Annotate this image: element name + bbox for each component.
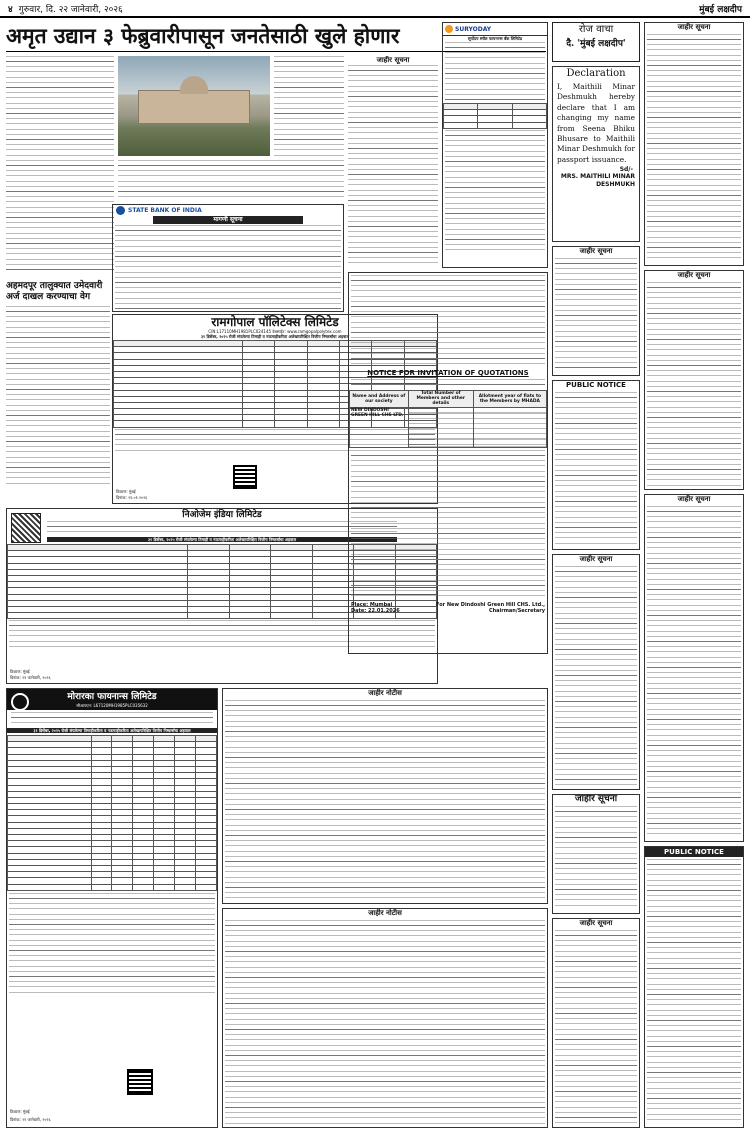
public-notice-2-title: PUBLIC NOTICE — [645, 847, 743, 857]
quotation-date: Date: 22.01.2026 — [351, 607, 400, 614]
table-row — [350, 391, 547, 408]
ramgopal-cin: CIN:L17110MH1981PLC024145 वेबसाईट: www.ramgopalpolytex.com — [208, 329, 342, 334]
jahir-notice-right-4-body — [555, 930, 637, 1124]
morarka-qr-code — [127, 1069, 153, 1095]
jahir-notice-body — [348, 65, 438, 263]
reader-promo-line1: रोज वाचा — [578, 24, 614, 35]
ramgopal-date: दिनांक: २१.०१.२०२६ — [116, 495, 148, 500]
neogem-company-name: निओजेम इंडिया लिमिटेड — [182, 510, 262, 520]
quotation-body — [351, 450, 545, 600]
declaration-title: Declaration — [566, 68, 626, 79]
quotation-allotment-detail — [473, 407, 546, 447]
jahir-notice-far-right-2 — [644, 270, 744, 490]
quotation-notice — [348, 272, 548, 654]
lead-story-text — [6, 56, 114, 274]
ramgopal-place: ठिकाण: मुंबई — [116, 489, 136, 494]
reader-promo-line2: दै. 'मुंबई लक्षदीप' — [566, 39, 626, 49]
suryoday-header — [443, 23, 547, 36]
jahir-notice-right-1-title: जाहीर सूचना — [579, 247, 613, 255]
quotation-signatory: For New Dindoshi Green Hill CHS. Ltd., Chairman/Secretary — [436, 601, 545, 614]
table-row — [350, 407, 547, 447]
morarka-table-title: ३१ डिसेंबर, २०२५ रोजी संपलेल्या तिमाहीकरिता व नऊमाहीकरिता अलेखापरिक्षित वित्तीय निष्कर्षांचा अहवाल — [7, 728, 217, 733]
sbi-demand-notice — [112, 204, 344, 312]
neogem-place: ठिकाण: मुंबई — [10, 669, 30, 674]
morarka-notes — [9, 893, 215, 993]
jahir-notice-right-2 — [552, 554, 640, 790]
public-notice-1-body — [555, 392, 637, 546]
sbi-notice-body — [115, 225, 341, 312]
quotation-place: Place: Mumbai — [351, 601, 393, 608]
public-notice-1 — [552, 380, 640, 550]
jahir-notice-lower — [222, 908, 548, 1128]
public-notice-2 — [644, 846, 744, 1128]
jahir-notice-lower-title: जाहीर नोटीस — [368, 909, 402, 917]
morarka-company-name: मोरारका फायनान्स लिमिटेड — [67, 692, 157, 702]
jahir-notice-far-right-2-body — [647, 282, 741, 486]
page-number: ४ — [8, 4, 13, 15]
jahir-notice-far-right-1 — [644, 22, 744, 266]
building-dome — [180, 76, 208, 94]
morarka-date: दिनांक: २१ जानेवारी, २०२६ — [10, 1117, 51, 1122]
lead-story-continued — [274, 56, 344, 156]
story-photo — [118, 56, 270, 156]
lead-story-bottom — [118, 160, 344, 200]
jahir-notice-top — [348, 56, 438, 268]
quotation-society-name: NEW DINDOSHI GREEN HILL CHS LTD. — [350, 407, 409, 447]
main-headline: अमृत उद्यान ३ फेब्रुवारीपासून जनतेसाठी खुले होणार — [6, 22, 546, 52]
jahir-notice-middle-title: जाहीर नोटीस — [368, 689, 402, 697]
neogem-logo-icon — [11, 513, 41, 543]
jahir-notice-middle-body — [225, 700, 545, 900]
declaration-body: I, Maithili Minar Deshmukh hereby declare that I am changing my name from Seena Bhiku Bhusare to Maithili Minar Deshmukh for passport issuance. — [557, 82, 635, 164]
sbi-bank-name: STATE BANK OF INDIA — [128, 207, 202, 214]
side-story-title: अहमदपूर तालुक्यात उमेदवारी अर्ज दाखल करण्याचा वेग — [6, 281, 103, 302]
jahir-notice-middle — [222, 688, 548, 904]
side-story — [6, 278, 110, 508]
suryoday-possession-notice — [442, 22, 548, 268]
building-shape — [138, 90, 250, 124]
morarka-logo-icon — [11, 693, 29, 711]
neogem-table-title: ३१ डिसेंबर, २०२५ रोजी संपलेल्या तिमाही व नऊमाहीकरिता अलेखापरिक्षित वित्तीय निष्कर्षांचा अहवाल — [47, 537, 397, 542]
jahir-notice-right-4-title: जाहीर सूचना — [579, 919, 613, 927]
suryoday-brand: SURYODAY — [455, 25, 492, 33]
morarka-place: ठिकाण: मुंबई — [10, 1109, 30, 1114]
quotation-top-text — [351, 275, 545, 367]
ramgopal-table-title: ३१ डिसेंबर, २०२५ रोजी संपलेल्या तिमाही व नऊमाहीकरिता अलेखापरिक्षित वित्तीय निष्कर्षांचा अहवाल — [200, 334, 350, 339]
suryoday-logo-icon — [445, 25, 453, 33]
jahir-notice-lower-body — [225, 920, 545, 1124]
ramgopal-company-name: रामगोपाल पॉलिटेक्स लिमिटेड — [211, 315, 339, 329]
suryoday-footer — [445, 130, 545, 250]
quotation-intro — [351, 379, 545, 389]
morarka-address — [11, 712, 213, 726]
morarka-header — [7, 689, 217, 710]
section-name: मुंबई लक्षदीप — [699, 4, 742, 15]
suryoday-title: सूर्योदय स्मॉल फायनान्स बँक लिमिटेड — [467, 36, 523, 41]
jahir-notice-right-2-title: जाहीर सूचना — [579, 555, 613, 563]
jahir-notice-right-1-body — [555, 258, 637, 372]
jahir-notice-far-right-3 — [644, 494, 744, 842]
quotation-footer — [349, 602, 547, 614]
public-notice-2-body — [647, 859, 741, 1123]
quotation-col-society: Name and Address of our society — [350, 391, 409, 408]
suryoday-body — [445, 42, 545, 102]
table-row — [8, 884, 217, 890]
sbi-logo-icon — [116, 206, 125, 215]
quotation-col-allotment: Allotment year of flats to the Members by MHADA — [473, 391, 546, 408]
jahir-notice-far-right-1-body — [647, 34, 741, 262]
reader-promo — [552, 22, 640, 62]
quotation-table — [349, 390, 547, 448]
neogem-address — [47, 521, 397, 535]
quotation-members-detail — [408, 407, 473, 447]
jahir-notice-right-4 — [552, 918, 640, 1128]
suryoday-table — [443, 103, 547, 129]
quotation-col-members: Total Number of Members and other details — [408, 391, 473, 408]
declaration-name: MRS. MAITHILI MINAR DESHMUKH — [560, 173, 635, 189]
side-story-body — [6, 306, 110, 486]
public-notice-1-title: PUBLIC NOTICE — [566, 381, 626, 389]
sbi-notice-title: मागणी सूचना — [153, 216, 303, 224]
quotation-title: NOTICE FOR INVITATION OF QUOTATIONS — [367, 369, 529, 377]
sbi-header — [113, 205, 343, 216]
jahir-notice-far-right-1-title: जाहीर सूचना — [677, 23, 711, 31]
jahir-notice-title: जाहीर सूचना — [376, 56, 410, 64]
neogem-date: दिनांक: २१ जानेवारी, २०२६ — [10, 675, 51, 680]
declaration-sd: Sd/- — [619, 166, 633, 174]
jahir-notice-far-right-2-title: जाहीर सूचना — [677, 271, 711, 279]
page-header — [0, 0, 750, 18]
table-row — [444, 122, 547, 128]
jahir-notice-right-3 — [552, 794, 640, 914]
jahir-notice-right-2-body — [555, 566, 637, 786]
jahir-notice-right-3-body — [555, 806, 637, 910]
ramgopal-qr-code — [233, 465, 257, 489]
page-date: गुरुवार, दि. २२ जानेवारी, २०२६ — [18, 4, 123, 15]
morarka-results — [6, 688, 218, 1128]
morarka-cin: सीआयएन: L67120MH1985PLC035632 — [76, 703, 148, 708]
jahir-notice-right-3-title: जाहीर सूचना — [574, 794, 618, 804]
jahir-notice-far-right-3-body — [647, 506, 741, 838]
declaration-notice — [552, 66, 640, 242]
morarka-table — [7, 735, 217, 891]
jahir-notice-far-right-3-title: जाहीर सूचना — [677, 495, 711, 503]
jahir-notice-right-1 — [552, 246, 640, 376]
